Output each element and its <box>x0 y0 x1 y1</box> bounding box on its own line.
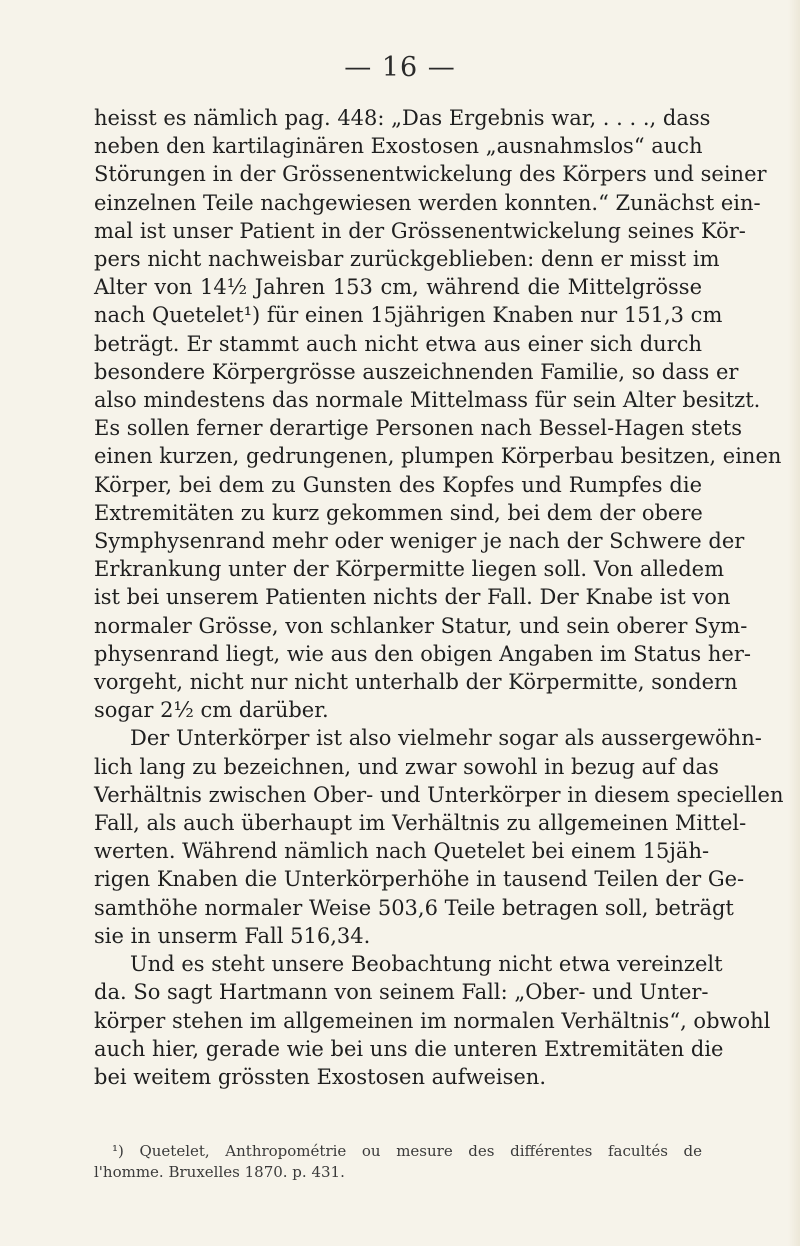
text-line: Extremitäten zu kurz gekommen sind, bei dem der obere <box>94 500 703 525</box>
paragraph <box>94 724 784 950</box>
text-line: einzelnen Teile nachgewiesen werden konnten.“ Zunächst ein- <box>94 190 761 215</box>
text-line: einen kurzen, gedrungenen, plumpen Körperbau besitzen, einen <box>94 444 782 469</box>
text-line: Es sollen ferner derartige Personen nach Bessel-Hagen stets <box>94 416 742 441</box>
text-line: Körper, bei dem zu Gunsten des Kopfes und Rumpfes die <box>94 472 702 497</box>
text-line: sie in unserm Fall 516,34. <box>94 923 371 948</box>
text-line: werten. Während nämlich nach Quetelet bei einem 15jäh- <box>94 839 710 864</box>
text-line: beträgt. Er stammt auch nicht etwa aus einer sich durch <box>94 331 702 356</box>
page-edge <box>788 0 800 1246</box>
text-line: lich lang zu bezeichnen, und zwar sowohl in bezug auf das <box>94 754 719 779</box>
text-line: besondere Körpergrösse auszeichnenden Familie, so dass er <box>94 359 739 384</box>
text-line: also mindestens das normale Mittelmass für sein Alter besitzt. <box>94 388 761 413</box>
text-line: Erkrankung unter der Körpermitte liegen soll. Von alledem <box>94 557 724 582</box>
text-line: heisst es nämlich pag. 448: „Das Ergebnis war, . . . ., dass <box>94 106 711 130</box>
text-line: auch hier, gerade wie bei uns die unteren Extremitäten die <box>94 1036 724 1061</box>
footnotes <box>94 1141 702 1183</box>
paragraph <box>94 950 771 1091</box>
text-line: ist bei unserem Patienten nichts der Fall. Der Knabe ist von <box>94 585 731 610</box>
text-line: normaler Grösse, von schlanker Statur, und sein oberer Sym- <box>94 613 748 638</box>
paragraph <box>94 104 782 724</box>
body-text <box>94 104 784 1091</box>
text-line: neben den kartilaginären Exostosen „ausnahmslos“ auch <box>94 134 703 159</box>
text-line: körper stehen im allgemeinen im normalen Verhältnis“, obwohl <box>94 1008 771 1033</box>
text-line: pers nicht nachweisbar zurückgeblieben: denn er misst im <box>94 247 720 272</box>
text-line: bei weitem grössten Exostosen aufweisen. <box>94 1064 547 1089</box>
text-line: sogar 2½ cm darüber. <box>94 698 329 723</box>
text-line: Alter von 14½ Jahren 153 cm, während die Mittelgrösse <box>94 275 702 300</box>
text-line: Und es steht unsere Beobachtung nicht etwa vereinzelt <box>130 952 723 977</box>
text-line: rigen Knaben die Unterkörperhöhe in tausend Teilen der Ge- <box>94 867 745 892</box>
text-line: Verhältnis zwischen Ober- und Unterkörper in diesem speciellen <box>94 782 784 807</box>
text-line: da. So sagt Hartmann von seinem Fall: „Ober- und Unter- <box>94 980 709 1005</box>
text-line: physenrand liegt, wie aus den obigen Angaben im Status her- <box>94 641 751 666</box>
text-line: Fall, als auch überhaupt im Verhältnis zu allgemeinen Mittel- <box>94 811 747 836</box>
text-line: mal ist unser Patient in der Grössenentwickelung seines Kör- <box>94 218 746 243</box>
text-line: Störungen in der Grössenentwickelung des Körpers und seiner <box>94 162 767 187</box>
footnote <box>94 1141 702 1183</box>
footnote-line: l'homme. Bruxelles 1870. p. 431. <box>94 1163 345 1181</box>
text-line: samthöhe normaler Weise 503,6 Teile betragen soll, beträgt <box>94 895 734 920</box>
text-line: nach Quetelet¹) für einen 15jährigen Knaben nur 151,3 cm <box>94 303 723 328</box>
text-line: Symphysenrand mehr oder weniger je nach der Schwere der <box>94 529 745 554</box>
text-line: vorgeht, nicht nur nicht unterhalb der Körpermitte, sondern <box>94 670 738 695</box>
page-number: — 16 — <box>344 52 456 83</box>
text-line: Der Unterkörper ist also vielmehr sogar als aussergewöhn- <box>130 726 762 751</box>
footnote-line: ¹) Quetelet, Anthropométrie ou mesure des différentes facultés de <box>112 1142 702 1160</box>
